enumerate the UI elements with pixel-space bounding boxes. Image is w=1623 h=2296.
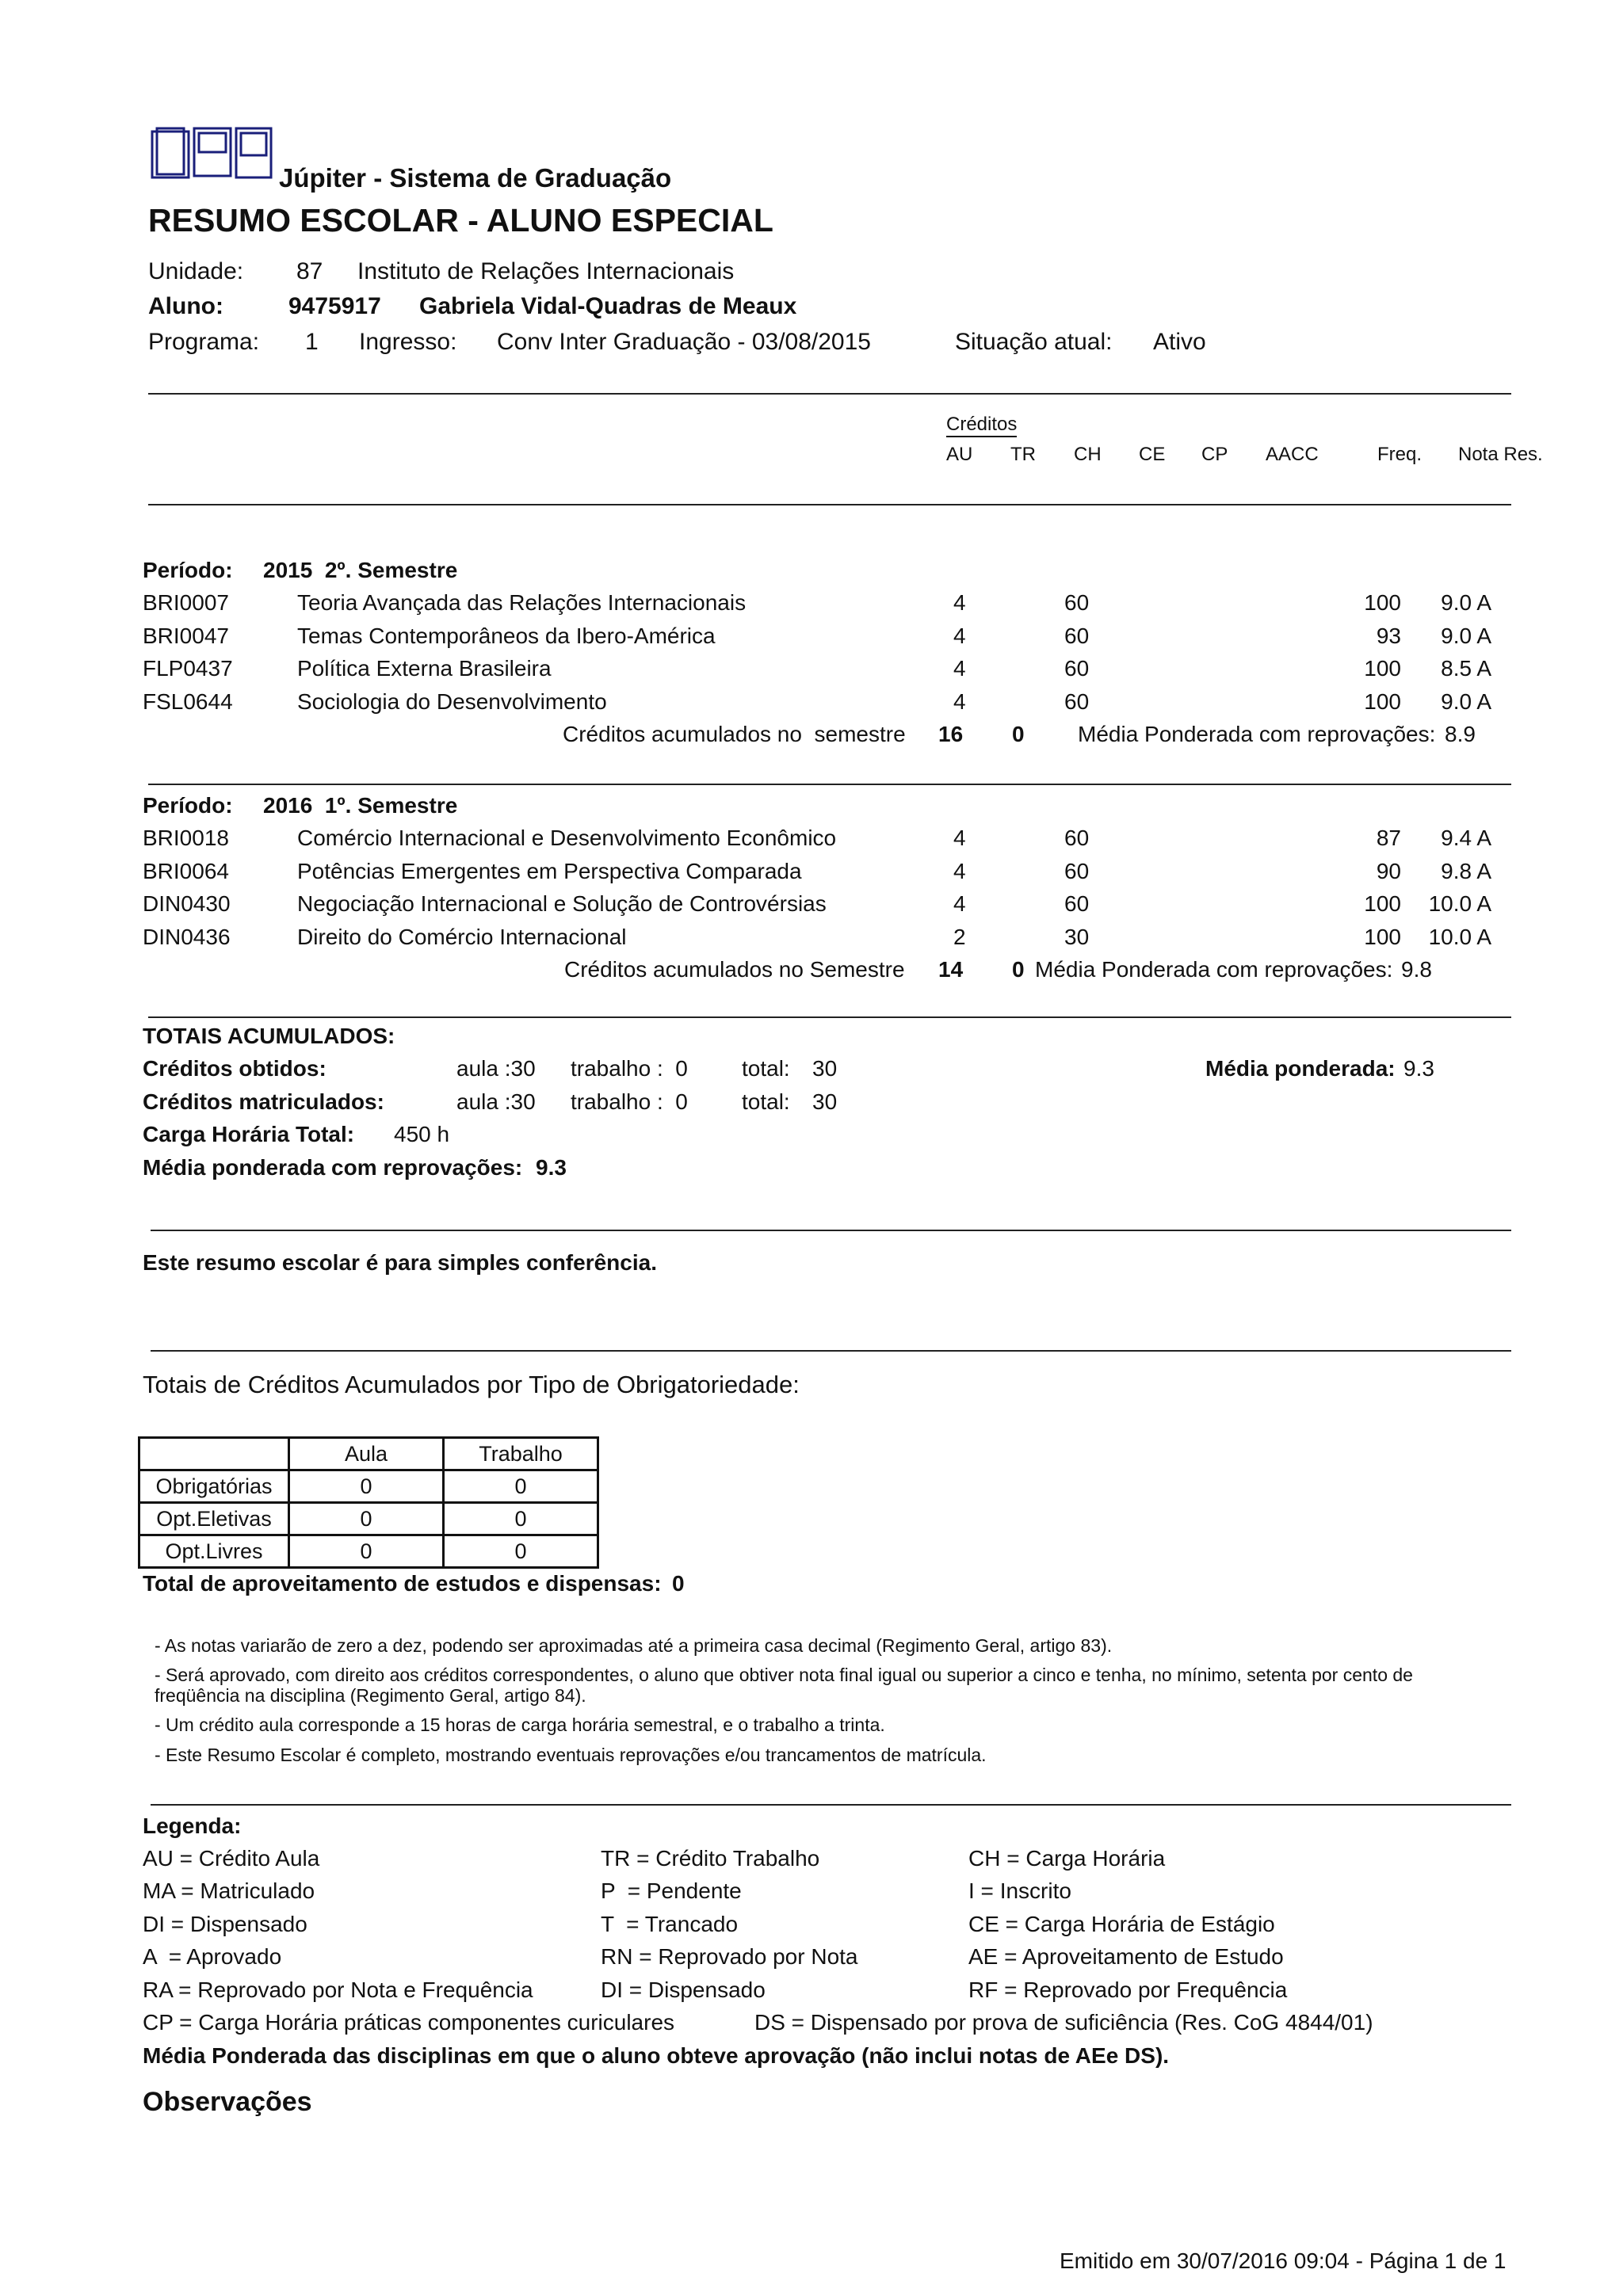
col-freq: Freq. [1377, 444, 1423, 465]
course-au: 4 [953, 590, 966, 615]
note-line: - Este Resumo Escolar é completo, mostrando eventuais reprovações e/ou trancamentos de matrícula. [155, 1745, 987, 1765]
aluno-name: Gabriela Vidal-Quadras de Meaux [419, 293, 797, 319]
legend-item-cp: CP = Carga Horária práticas componentes curiculares [143, 2010, 675, 2035]
col-ce: CE [1139, 444, 1166, 465]
course-ch: 60 [1064, 826, 1090, 850]
course-freq: 93 [1376, 624, 1401, 648]
col-aacc: AACC [1266, 444, 1319, 465]
divider [151, 1804, 1511, 1806]
course-code: BRI0064 [143, 859, 229, 883]
course-au: 2 [953, 925, 966, 949]
col-nota: Nota Res. [1458, 444, 1543, 465]
legend-item: DI = Dispensado [143, 1912, 307, 1936]
aluno-label: Aluno: [148, 293, 223, 319]
carga-horaria-label: Carga Horária Total: [143, 1122, 355, 1146]
period-label: Período: [143, 558, 233, 582]
course-nota: 9.4 A [1441, 826, 1491, 850]
legend-item: T = Trancado [601, 1912, 739, 1936]
course-name: Negociação Internacional e Solução de Controvérsias [297, 891, 827, 916]
legend-item: A = Aprovado [143, 1944, 282, 1969]
divider [151, 1350, 1511, 1352]
obrigatoriedade-table [138, 1436, 599, 1569]
legend-item: MA = Matriculado [143, 1878, 315, 1903]
course-code: DIN0436 [143, 925, 231, 949]
system-name: Júpiter - Sistema de Graduação [279, 163, 672, 193]
aproveitamento-label: Total de aproveitamento de estudos e dispensas: [143, 1571, 662, 1596]
table-corner-cell [139, 1438, 289, 1470]
legend-item: DI = Dispensado [601, 1978, 766, 2002]
row-label: Opt.Livres [139, 1535, 289, 1568]
course-code: BRI0047 [143, 624, 229, 648]
row-trabalho: 0 [444, 1535, 598, 1568]
legend-item: I = Inscrito [968, 1878, 1071, 1903]
programa-number: 1 [305, 329, 319, 355]
course-au: 4 [953, 826, 966, 850]
divider [148, 393, 1511, 395]
course-au: 4 [953, 656, 966, 681]
col-trabalho: Trabalho [444, 1438, 598, 1470]
row-aula: 0 [289, 1535, 444, 1568]
course-name: Comércio Internacional e Desenvolvimento Econômico [297, 826, 837, 850]
media-reprovacoes-label: Média ponderada com reprovações: [143, 1155, 523, 1180]
legend-item: AU = Crédito Aula [143, 1846, 320, 1871]
semester-media-label: Média Ponderada com reprovações: [1078, 722, 1436, 746]
course-ch: 60 [1064, 859, 1090, 883]
course-name: Direito do Comércio Internacional [297, 925, 627, 949]
course-name: Sociologia do Desenvolvimento [297, 689, 607, 714]
row-trabalho: 0 [444, 1470, 598, 1503]
aluno-id: 9475917 [288, 293, 381, 319]
creditos-header: Créditos [946, 414, 1017, 437]
ingresso-label: Ingresso: [359, 329, 457, 355]
unidade-name: Instituto de Relações Internacionais [357, 258, 735, 284]
course-freq: 100 [1364, 656, 1401, 681]
note-line: - As notas variarão de zero a dez, podendo ser aproximadas até a primeira casa decimal (Regimento Geral, artigo 83). [155, 1635, 1113, 1656]
row-aula: 0 [289, 1470, 444, 1503]
course-ch: 60 [1064, 624, 1090, 648]
course-freq: 100 [1364, 925, 1401, 949]
legend-item-ds: DS = Dispensado por prova de suficiência (Res. CoG 4844/01) [754, 2010, 1373, 2035]
row-label: Obrigatórias [139, 1470, 289, 1503]
legend-item: CH = Carga Horária [968, 1846, 1166, 1871]
semester-credits-au: 16 [938, 722, 964, 746]
period-label: Período: [143, 793, 233, 818]
period-title: 2015 2º. Semestre [263, 558, 458, 582]
course-ch: 60 [1064, 656, 1090, 681]
legend-item: CE = Carga Horária de Estágio [968, 1912, 1275, 1936]
period-title: 2016 1º. Semestre [263, 793, 458, 818]
course-nota: 8.5 A [1441, 656, 1491, 681]
obrigatoriedade-title: Totais de Créditos Acumulados por Tipo de Obrigatoriedade: [143, 1371, 800, 1398]
unidade-label: Unidade: [148, 258, 244, 284]
legend-item: RN = Reprovado por Nota [601, 1944, 858, 1969]
course-au: 4 [953, 891, 966, 916]
observacoes-title: Observações [143, 2087, 312, 2117]
legend-item: RA = Reprovado por Nota e Frequência [143, 1978, 533, 2002]
course-name: Potências Emergentes em Perspectiva Comparada [297, 859, 802, 883]
document-title: RESUMO ESCOLAR - ALUNO ESPECIAL [148, 202, 773, 238]
course-nota: 9.0 A [1441, 689, 1491, 714]
aproveitamento-value: 0 [672, 1571, 685, 1596]
course-au: 4 [953, 624, 966, 648]
course-nota: 10.0 A [1428, 891, 1491, 916]
course-ch: 60 [1064, 689, 1090, 714]
course-au: 4 [953, 689, 966, 714]
creditos-matriculados-total: 30 [812, 1089, 838, 1114]
course-nota: 9.0 A [1441, 590, 1491, 615]
col-aula: Aula [289, 1438, 444, 1470]
media-reprovacoes-value: 9.3 [536, 1155, 567, 1180]
semester-credits-au: 14 [938, 957, 964, 982]
divider [148, 504, 1511, 505]
divider [148, 1016, 1511, 1018]
course-name: Teoria Avançada das Relações Internacionais [297, 590, 747, 615]
semester-credits-label: Créditos acumulados no Semestre [564, 957, 905, 982]
situacao-label: Situação atual: [955, 329, 1113, 355]
course-code: BRI0018 [143, 826, 229, 850]
course-freq: 100 [1364, 891, 1401, 916]
col-ch: CH [1074, 444, 1102, 465]
table-row [139, 1503, 598, 1535]
creditos-matriculados-label: Créditos matriculados: [143, 1089, 384, 1114]
creditos-obtidos-aula: aula :30 [456, 1056, 536, 1081]
table-row [139, 1535, 598, 1568]
totals-title: TOTAIS ACUMULADOS: [143, 1024, 395, 1048]
course-freq: 100 [1364, 689, 1401, 714]
col-au: AU [946, 444, 973, 465]
creditos-obtidos-label: Créditos obtidos: [143, 1056, 327, 1081]
course-ch: 60 [1064, 891, 1090, 916]
course-code: FSL0644 [143, 689, 233, 714]
course-name: Temas Contemporâneos da Ibero-América [297, 624, 716, 648]
unidade-code: 87 [296, 258, 323, 284]
ingresso-value: Conv Inter Graduação - 03/08/2015 [497, 329, 871, 355]
creditos-matriculados-trabalho: trabalho : 0 [571, 1089, 688, 1114]
creditos-obtidos-total: 30 [812, 1056, 838, 1081]
row-label: Opt.Eletivas [139, 1503, 289, 1535]
course-freq: 90 [1376, 859, 1401, 883]
legend-title: Legenda: [143, 1814, 242, 1838]
divider [151, 1230, 1511, 1231]
table-row [139, 1470, 598, 1503]
creditos-obtidos-trabalho: trabalho : 0 [571, 1056, 688, 1081]
course-freq: 87 [1376, 826, 1401, 850]
course-code: FLP0437 [143, 656, 233, 681]
creditos-matriculados-aula: aula :30 [456, 1089, 536, 1114]
legend-item: P = Pendente [601, 1878, 742, 1903]
usp-logo-mark [151, 127, 273, 181]
col-tr: TR [1010, 444, 1036, 465]
programa-label: Programa: [148, 329, 260, 355]
note-line: - Um crédito aula corresponde a 15 horas de carga horária semestral, e o trabalho a trinta. [155, 1714, 885, 1735]
situacao-value: Ativo [1153, 329, 1206, 355]
legend-item: AE = Aproveitamento de Estudo [968, 1944, 1284, 1969]
course-ch: 60 [1064, 590, 1090, 615]
course-au: 4 [953, 859, 966, 883]
media-ponderada-value: 9.3 [1403, 1056, 1434, 1081]
note-line: - Será aprovado, com direito aos créditos correspondentes, o aluno que obtiver nota final igual ou superior a cinco e tenha, no mínimo, setenta por cento de [155, 1665, 1413, 1685]
note-line: freqüência na disciplina (Regimento Geral, artigo 84). [155, 1685, 586, 1706]
semester-credits-tr: 0 [1012, 957, 1025, 982]
course-nota: 9.8 A [1441, 859, 1491, 883]
row-aula: 0 [289, 1503, 444, 1535]
footer-emitido: Emitido em 30/07/2016 09:04 - Página 1 de 1 [1060, 2248, 1507, 2273]
course-nota: 9.0 A [1441, 624, 1491, 648]
semester-media-value: 8.9 [1445, 722, 1476, 746]
creditos-matriculados-total-label: total: [742, 1089, 790, 1114]
semester-credits-tr: 0 [1012, 722, 1025, 746]
semester-credits-label: Créditos acumulados no semestre [563, 722, 906, 746]
creditos-obtidos-total-label: total: [742, 1056, 790, 1081]
usp-logo [151, 127, 273, 181]
legend-item: RF = Reprovado por Frequência [968, 1978, 1288, 2002]
row-trabalho: 0 [444, 1503, 598, 1535]
course-freq: 100 [1364, 590, 1401, 615]
course-nota: 10.0 A [1428, 925, 1491, 949]
legend-media-note: Média Ponderada das disciplinas em que o aluno obteve aprovação (não inclui notas de AEe DS). [143, 2043, 1170, 2068]
media-ponderada-label: Média ponderada: [1205, 1056, 1396, 1081]
course-code: DIN0430 [143, 891, 231, 916]
col-cp: CP [1201, 444, 1228, 465]
course-name: Política Externa Brasileira [297, 656, 552, 681]
conference-notice: Este resumo escolar é para simples conferência. [143, 1250, 657, 1275]
divider [148, 784, 1511, 785]
course-code: BRI0007 [143, 590, 229, 615]
carga-horaria-value: 450 h [394, 1122, 450, 1146]
legend-item: TR = Crédito Trabalho [601, 1846, 820, 1871]
course-ch: 30 [1064, 925, 1090, 949]
table-header-row [139, 1438, 598, 1470]
semester-media-label: Média Ponderada com reprovações: [1035, 957, 1393, 982]
semester-media-value: 9.8 [1401, 957, 1432, 982]
